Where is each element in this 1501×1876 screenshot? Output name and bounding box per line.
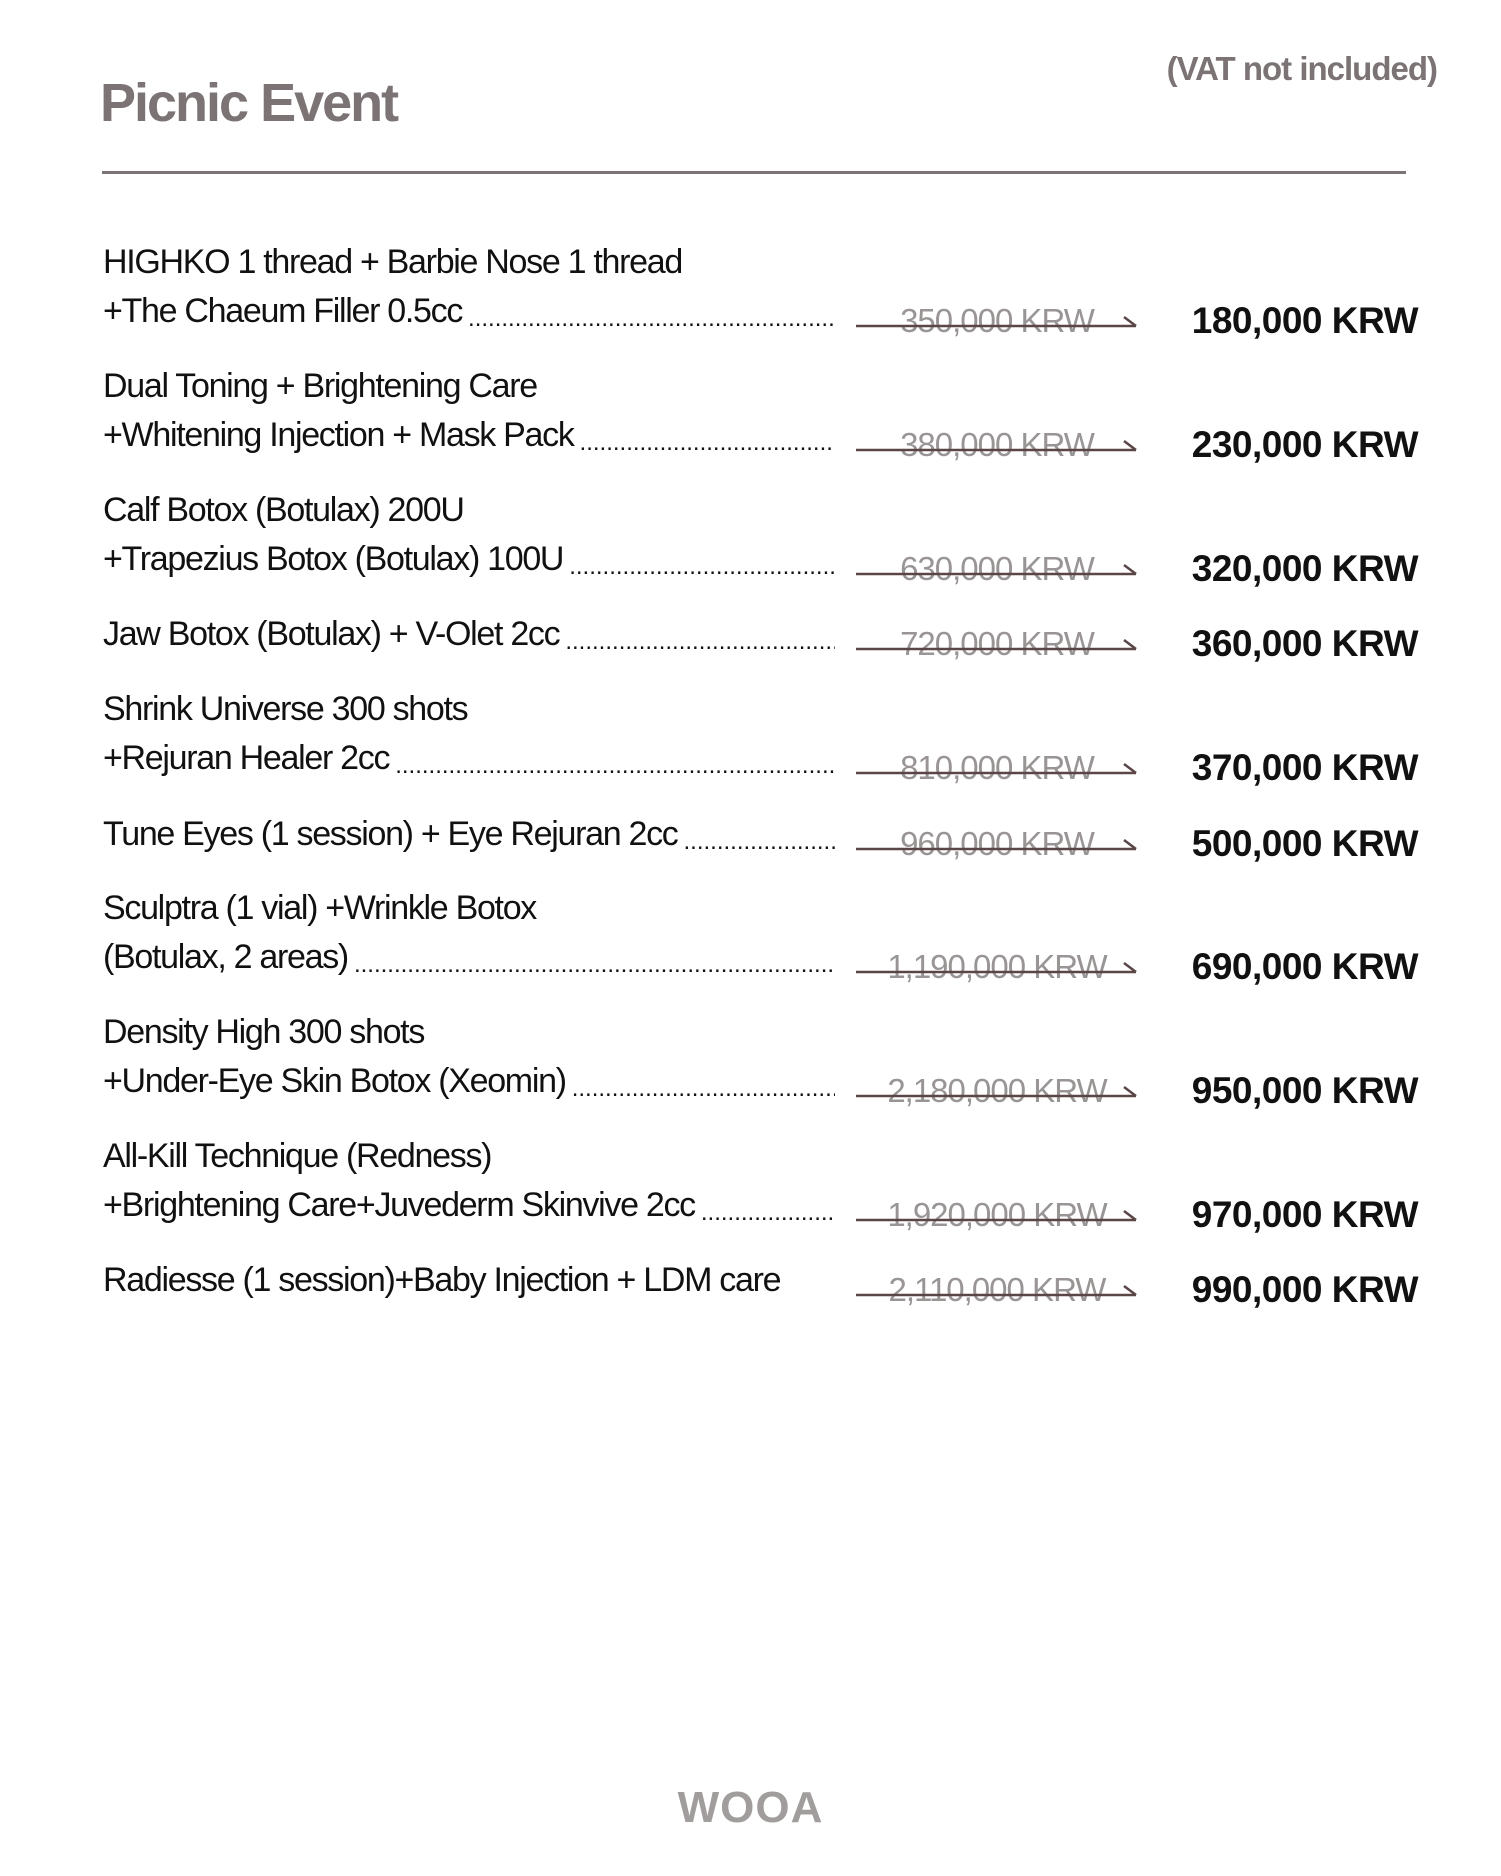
dot-leader xyxy=(580,426,835,460)
original-price-text: 810,000 KRW xyxy=(900,749,1094,786)
item-description xyxy=(103,810,835,859)
price-item xyxy=(103,1008,1418,1111)
price-item xyxy=(103,238,1418,341)
description-line xyxy=(103,486,835,535)
event-price: 370,000 KRW xyxy=(1191,747,1418,788)
description-text: (Botulax, 2 areas) xyxy=(103,938,348,976)
original-price-text: 2,180,000 KRW xyxy=(887,1072,1107,1109)
description-text: HIGHKO 1 thread + Barbie Nose 1 thread xyxy=(103,243,682,281)
dot-leader xyxy=(684,825,836,859)
original-price xyxy=(856,619,1138,668)
strike-arrow-icon xyxy=(856,763,1138,779)
item-description xyxy=(103,1132,835,1230)
original-price xyxy=(856,1190,1138,1239)
original-price xyxy=(856,743,1138,792)
description-line xyxy=(103,734,835,783)
description-line xyxy=(103,610,835,659)
price-item xyxy=(103,362,1418,465)
description-line xyxy=(103,884,835,933)
item-description xyxy=(103,685,835,783)
item-description xyxy=(103,884,835,982)
description-text: +The Chaeum Filler 0.5cc xyxy=(103,292,463,330)
description-text: +Trapezius Botox (Botulax) 100U xyxy=(103,540,564,578)
strike-arrow-icon xyxy=(856,564,1138,580)
description-line xyxy=(103,1256,835,1305)
description-text: Dual Toning + Brightening Care xyxy=(103,367,537,405)
description-line xyxy=(103,933,835,982)
page-title: Picnic Event xyxy=(100,73,398,133)
original-price xyxy=(856,1265,1138,1314)
price-item xyxy=(103,810,1418,864)
event-price: 360,000 KRW xyxy=(1191,623,1418,664)
dot-leader xyxy=(701,1196,835,1230)
dot-leader xyxy=(354,948,835,982)
price-item xyxy=(103,1256,1418,1310)
item-description xyxy=(103,486,835,584)
strike-arrow-icon xyxy=(856,316,1138,332)
description-line xyxy=(103,535,835,584)
original-price xyxy=(856,296,1138,345)
item-description xyxy=(103,362,835,460)
description-line xyxy=(103,1057,835,1106)
event-price: 320,000 KRW xyxy=(1191,548,1418,589)
dot-leader xyxy=(468,302,835,336)
item-description xyxy=(103,610,835,659)
item-description xyxy=(103,1008,835,1106)
original-price xyxy=(856,942,1138,991)
original-price-text: 1,190,000 KRW xyxy=(887,948,1107,985)
original-price xyxy=(856,544,1138,593)
description-text: +Brightening Care+Juvederm Skinvive 2cc xyxy=(103,1186,695,1224)
strike-arrow-icon xyxy=(856,440,1138,456)
original-price xyxy=(856,819,1138,868)
dot-leader xyxy=(569,550,835,584)
original-price-text: 720,000 KRW xyxy=(900,625,1094,662)
event-price: 180,000 KRW xyxy=(1191,300,1418,341)
original-price-text: 350,000 KRW xyxy=(900,302,1094,339)
strike-arrow-icon xyxy=(856,639,1138,655)
price-item xyxy=(103,1132,1418,1235)
price-item xyxy=(103,884,1418,987)
description-text: Density High 300 shots xyxy=(103,1013,425,1051)
event-price: 990,000 KRW xyxy=(1191,1269,1418,1310)
item-description xyxy=(103,238,835,336)
header-divider xyxy=(102,171,1406,174)
original-price-text: 380,000 KRW xyxy=(900,426,1094,463)
strike-arrow-icon xyxy=(856,839,1138,855)
description-line xyxy=(103,238,835,287)
description-text: +Whitening Injection + Mask Pack xyxy=(103,416,574,454)
description-line xyxy=(103,287,835,336)
dot-leader xyxy=(395,749,835,783)
original-price-text: 630,000 KRW xyxy=(900,550,1094,587)
description-line xyxy=(103,1008,835,1057)
event-price: 690,000 KRW xyxy=(1191,946,1418,987)
description-line xyxy=(103,411,835,460)
description-text: Sculptra (1 vial) +Wrinkle Botox xyxy=(103,889,537,927)
strike-arrow-icon xyxy=(856,1086,1138,1102)
dot-leader xyxy=(572,1072,835,1106)
original-price-text: 960,000 KRW xyxy=(900,825,1094,862)
description-text: Jaw Botox (Botulax) + V-Olet 2cc xyxy=(103,615,560,653)
price-item xyxy=(103,610,1418,664)
original-price xyxy=(856,420,1138,469)
price-item xyxy=(103,685,1418,788)
wooa-logo: WOOA xyxy=(677,1783,824,1832)
dot-leader xyxy=(565,625,835,659)
description-text: +Under-Eye Skin Botox (Xeomin) xyxy=(103,1062,566,1100)
vat-note: (VAT not included) xyxy=(1166,50,1437,87)
original-price-text: 2,110,000 KRW xyxy=(888,1271,1106,1308)
event-price: 970,000 KRW xyxy=(1191,1194,1418,1235)
description-line xyxy=(103,1132,835,1181)
original-price-text: 1,920,000 KRW xyxy=(887,1196,1107,1233)
description-text: All-Kill Technique (Redness) xyxy=(103,1137,492,1175)
event-price: 500,000 KRW xyxy=(1191,823,1418,864)
description-text: Shrink Universe 300 shots xyxy=(103,690,468,728)
description-text: Radiesse (1 session)+Baby Injection + LDM care xyxy=(103,1261,781,1299)
price-item xyxy=(103,486,1418,589)
event-price: 950,000 KRW xyxy=(1191,1070,1418,1111)
description-line xyxy=(103,685,835,734)
description-text: Tune Eyes (1 session) + Eye Rejuran 2cc xyxy=(103,815,678,853)
description-line xyxy=(103,1181,835,1230)
description-line xyxy=(103,362,835,411)
description-text: Calf Botox (Botulax) 200U xyxy=(103,491,464,529)
strike-arrow-icon xyxy=(856,1285,1138,1301)
description-line xyxy=(103,810,835,859)
event-price: 230,000 KRW xyxy=(1191,424,1418,465)
description-text: +Rejuran Healer 2cc xyxy=(103,739,390,777)
strike-arrow-icon xyxy=(856,1210,1138,1226)
item-description xyxy=(103,1256,835,1305)
strike-arrow-icon xyxy=(856,962,1138,978)
original-price xyxy=(856,1066,1138,1115)
